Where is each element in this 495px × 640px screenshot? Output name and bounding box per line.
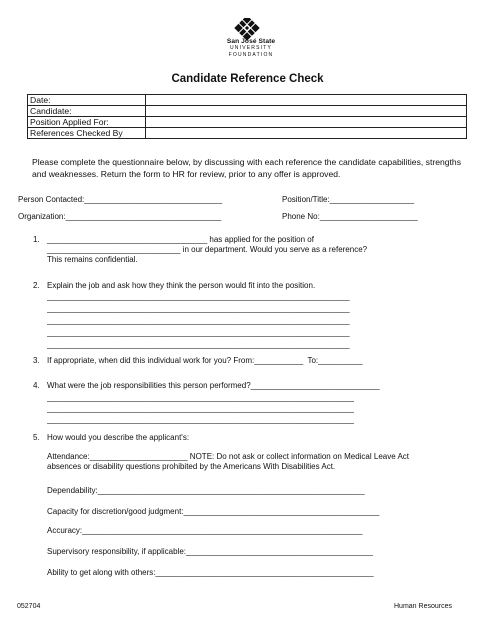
attendance-field[interactable]: Attendance:______________________ NOTE: Do not ask or collect information on Medical Leave Act: [47, 452, 410, 461]
q4-text[interactable]: What were the job responsibilities this person performed?_____________________________: [47, 381, 380, 390]
person-contacted-field[interactable]: Person Contacted:_______________________________: [18, 195, 223, 204]
accuracy-field[interactable]: Accuracy:_______________________________________________________________: [47, 526, 363, 535]
position-applied-field[interactable]: [146, 117, 467, 128]
page-title: Candidate Reference Check: [171, 73, 324, 85]
date-label: Date:: [28, 95, 146, 106]
references-checked-by-field[interactable]: [146, 128, 467, 139]
q2-answer-line[interactable]: ____________________________________________________________________: [47, 328, 350, 337]
q1-line-2[interactable]: ______________________________ in our department. Would you serve as a reference?: [47, 245, 368, 254]
logo-line-3: FOUNDATION: [228, 52, 274, 58]
logo-line-1: San José State: [226, 38, 276, 45]
candidate-field[interactable]: [146, 106, 467, 117]
q4-number: 4.: [33, 381, 40, 390]
q3-number: 3.: [33, 356, 40, 365]
q1-line-3: This remains confidential.: [47, 255, 138, 264]
position-title-field[interactable]: Position/Title:___________________: [282, 195, 415, 204]
q1-line-1[interactable]: ____________________________________ has applied for the position of: [47, 235, 314, 244]
table-row: [28, 128, 467, 139]
intro-paragraph: Please complete the questionnaire below, by discussing with each reference the candidate capabilities, strengths and weaknesses. Return the form to HR for review, prior to any offer is approved.: [32, 157, 461, 179]
supervisory-responsibility-field[interactable]: Supervisory responsibility, if applicable:__________________________________________: [47, 547, 373, 556]
q2-text: Explain the job and ask how they think the person would fit into the position.: [47, 281, 316, 290]
organization-field[interactable]: Organization:___________________________________: [18, 212, 222, 221]
q4-answer-line[interactable]: _____________________________________________________________________: [47, 404, 354, 413]
references-checked-by-label: References Checked By: [28, 128, 146, 139]
table-row: [28, 117, 467, 128]
table-row: [28, 106, 467, 117]
attendance-note: absences or disability questions prohibited by the Americans With Disabilities Act.: [47, 462, 336, 471]
q2-answer-line[interactable]: ____________________________________________________________________: [47, 304, 350, 313]
logo-line-2: UNIVERSITY: [229, 45, 272, 51]
discretion-judgment-field[interactable]: Capacity for discretion/good judgment:____________________________________________: [47, 507, 380, 516]
q2-number: 2.: [33, 281, 40, 290]
dependability-field[interactable]: Dependability:____________________________________________________________: [47, 486, 365, 495]
q4-answer-line[interactable]: _____________________________________________________________________: [47, 415, 354, 424]
position-applied-label: Position Applied For:: [28, 117, 146, 128]
q1-number: 1.: [33, 235, 40, 244]
footer-code: 052704: [17, 603, 41, 610]
phone-field[interactable]: Phone No:______________________: [282, 212, 418, 221]
q4-answer-line[interactable]: _____________________________________________________________________: [47, 393, 354, 402]
candidate-label: Candidate:: [28, 106, 146, 117]
q2-answer-line[interactable]: ____________________________________________________________________: [47, 340, 350, 349]
ability-get-along-field[interactable]: Ability to get along with others:_________________________________________________: [47, 568, 374, 577]
q5-number: 5.: [33, 433, 40, 442]
table-row: [28, 95, 467, 106]
date-field[interactable]: [146, 95, 467, 106]
q2-answer-line[interactable]: ____________________________________________________________________: [47, 316, 350, 325]
q3-text[interactable]: If appropriate, when did this individual work for you? From:___________ To:__________: [47, 356, 363, 365]
q5-text: How would you describe the applicant's:: [47, 433, 190, 442]
footer-department: Human Resources: [394, 603, 452, 610]
logo-text: [196, 38, 306, 59]
q2-answer-line[interactable]: ____________________________________________________________________: [47, 292, 350, 301]
candidate-info-table: [27, 94, 467, 139]
